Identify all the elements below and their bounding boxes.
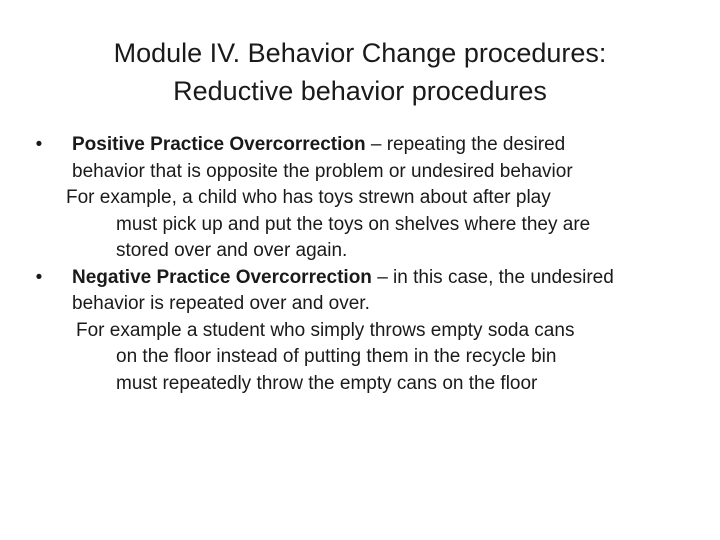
- bullet-item-positive-practice: [30, 132, 695, 185]
- bullet-icon: •: [35, 134, 43, 155]
- definition-text: – repeating the desired: [365, 134, 566, 155]
- example-line-2: on the floor instead of putting them in the recycle bin: [116, 346, 557, 367]
- term-label: Negative Practice Overcorrection: [72, 266, 372, 288]
- term-label: Positive Practice Overcorrection: [72, 134, 366, 155]
- example-positive-practice: [30, 185, 695, 265]
- slide-title: [40, 34, 680, 110]
- example-line-1: For example, a child who has toys strewn about after play: [66, 187, 551, 208]
- example-line-3: must repeatedly throw the empty cans on the floor: [116, 372, 538, 394]
- example-line-3: stored over and over again.: [116, 240, 348, 261]
- bullet-list: [30, 132, 695, 397]
- bullet-icon: •: [35, 266, 43, 288]
- definition-line-2: behavior is repeated over and over.: [72, 293, 370, 314]
- slide-title-line-1: Module IV. Behavior Change procedures:: [113, 38, 607, 68]
- example-line-1: For example a student who simply throws empty soda cans: [76, 319, 575, 341]
- bullet-item-negative-practice: [30, 265, 695, 318]
- definition-line-1: [72, 265, 695, 292]
- definition-text: – in this case, the undesired: [371, 266, 614, 288]
- definition-line-1: [72, 132, 695, 159]
- example-line-2: must pick up and put the toys on shelves where they are: [116, 213, 591, 235]
- example-negative-practice: [30, 318, 695, 398]
- definition-line-2: behavior that is opposite the problem or undesired behavior: [72, 160, 573, 182]
- slide-title-line-2: Reductive behavior procedures: [173, 76, 547, 106]
